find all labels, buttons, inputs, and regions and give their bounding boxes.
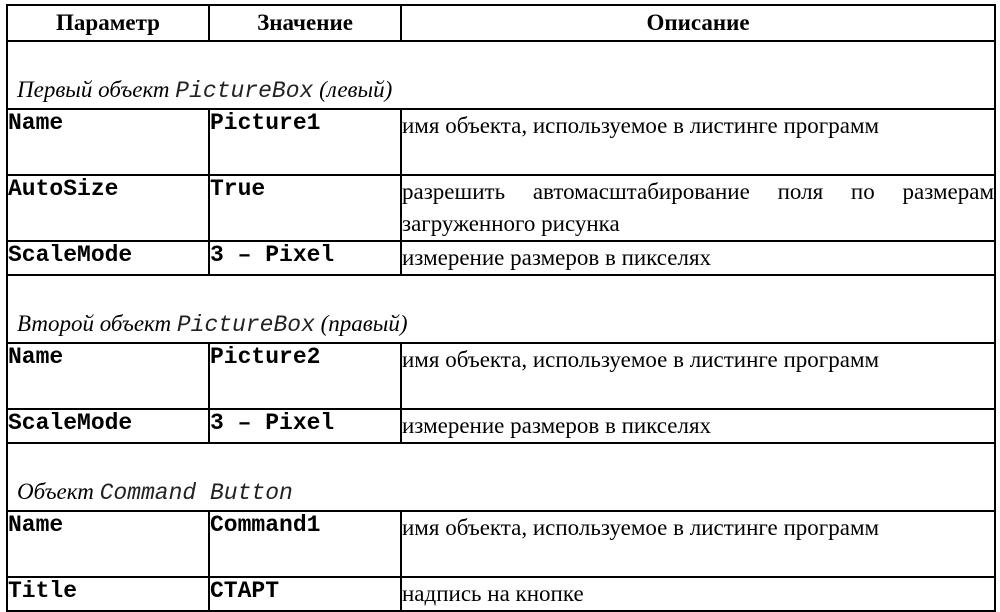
value-cell: True: [209, 175, 401, 241]
table-row: [7, 175, 995, 241]
value-cell: СТАРТ: [209, 577, 401, 611]
section-title-object: PictureBox: [176, 312, 315, 338]
param-cell: ScaleMode: [7, 409, 209, 443]
section-title: [8, 479, 994, 510]
section-title-prefix: Второй объект: [17, 311, 172, 336]
table-header-row: [7, 5, 995, 41]
table-row: [7, 511, 995, 577]
section-title-prefix: Первый объект: [17, 77, 170, 102]
param-cell: AutoSize: [7, 175, 209, 241]
param-cell: Title: [7, 577, 209, 611]
param-cell: Name: [7, 109, 209, 175]
description-cell: надпись на кнопке: [401, 577, 995, 611]
section-header-cell: [7, 443, 995, 511]
description-cell: разрешить автомасштабирование поля по размерам загруженного рисунка: [401, 175, 995, 241]
value-cell: Picture1: [209, 109, 401, 175]
description-cell: измерение размеров в пикселях: [401, 241, 995, 275]
table-row: [7, 343, 995, 409]
section-title: [8, 77, 994, 108]
section-title: [8, 311, 994, 342]
section-title-object: PictureBox: [175, 78, 314, 104]
table-row: [7, 409, 995, 443]
section-title-suffix: (левый): [319, 77, 393, 102]
value-cell: Command1: [209, 511, 401, 577]
table-row: [7, 577, 995, 611]
param-cell: ScaleMode: [7, 241, 209, 275]
table-row: [7, 241, 995, 275]
header-description: Описание: [401, 5, 995, 41]
param-cell: Name: [7, 343, 209, 409]
table-body: [7, 41, 995, 611]
section-header-cell: [7, 41, 995, 109]
value-cell: Picture2: [209, 343, 401, 409]
value-cell: 3 – Pixel: [209, 241, 401, 275]
section-title-suffix: (правый): [320, 311, 408, 336]
description-cell: измерение размеров в пикселях: [401, 409, 995, 443]
description-cell: имя объекта, используемое в листинге программ: [401, 511, 995, 577]
description-cell: имя объекта, используемое в листинге программ: [401, 109, 995, 175]
section-title-object: Command Button: [99, 480, 293, 506]
table-row: [7, 109, 995, 175]
description-cell: имя объекта, используемое в листинге программ: [401, 343, 995, 409]
section-title-prefix: Объект: [17, 479, 94, 504]
param-cell: Name: [7, 511, 209, 577]
header-value: Значение: [209, 5, 401, 41]
properties-table: [6, 4, 996, 612]
section-header-row: [7, 41, 995, 109]
section-header-row: [7, 275, 995, 343]
value-cell: 3 – Pixel: [209, 409, 401, 443]
header-param: Параметр: [7, 5, 209, 41]
section-header-row: [7, 443, 995, 511]
section-header-cell: [7, 275, 995, 343]
